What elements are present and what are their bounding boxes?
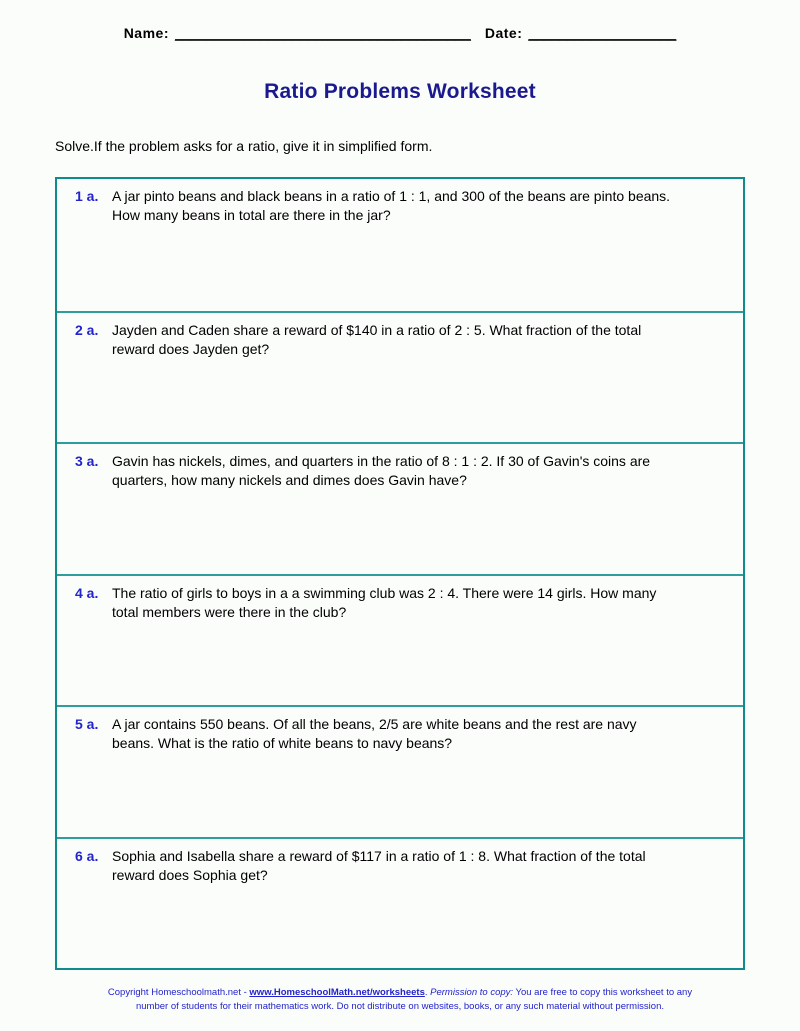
problem-number: 3 a. (75, 453, 99, 469)
name-blank-line: ______________________________________ (174, 25, 471, 41)
problem-row-1 (57, 179, 743, 311)
problem-text-line: A jar pinto beans and black beans in a ratio of 1 : 1, and 300 of the beans are pinto beans. (112, 188, 671, 204)
page-title: Ratio Problems Worksheet (264, 80, 536, 103)
problem-text-line: A jar contains 550 beans. Of all the beans, 2/5 are white beans and the rest are navy (112, 716, 637, 732)
problem-text (112, 715, 743, 753)
problem-text (112, 187, 743, 225)
problem-text-line: reward does Sophia get? (112, 866, 268, 883)
problem-text-line: total members were there in the club? (112, 603, 347, 620)
problem-text-line: The ratio of girls to boys in a a swimming club was 2 : 4. There were 14 girls. How many (112, 584, 657, 601)
problem-row-6 (57, 837, 743, 969)
problem-text-line: Gavin has nickels, dimes, and quarters in the ratio of 8 : 1 : 2. If 30 of Gavin's coins are (112, 453, 651, 469)
date-blank-line: ___________________ (528, 25, 677, 41)
instruction-text: Solve.If the problem asks for a ratio, give it in simplified form. (55, 138, 433, 154)
footer (0, 986, 800, 1014)
problem-text-line: Sophia and Isabella share a reward of $117 in a ratio of 1 : 8. What fraction of the total (112, 847, 646, 864)
name-label: Name: (123, 25, 169, 41)
footer-permission-text: You are free to copy this worksheet to any (515, 987, 693, 998)
footer-copyright-text: Copyright Homeschoolmath.net - (107, 987, 247, 998)
footer-permission-label: Permission to copy: (430, 987, 514, 998)
problem-number: 2 a. (75, 321, 99, 338)
problem-text (112, 321, 743, 359)
problem-text (112, 847, 743, 885)
problem-number: 4 a. (75, 584, 99, 601)
date-label: Date: (484, 25, 523, 41)
problem-row-3 (57, 442, 743, 574)
footer-line-1 (0, 986, 800, 1000)
problem-text-line: reward does Jayden get? (112, 340, 270, 357)
problem-row-5 (57, 705, 743, 837)
problem-text (112, 452, 743, 490)
name-date-row (0, 25, 800, 41)
problem-text-line: How many beans in total are there in the jar? (112, 207, 391, 223)
footer-period: . (424, 987, 428, 998)
footer-worksheets-link[interactable]: www.HomeschoolMath.net/worksheets (249, 987, 425, 998)
footer-line-2: number of students for their mathematics work. Do not distribute on websites, books, or any such material without permission. (135, 1001, 664, 1012)
problem-text-line: beans. What is the ratio of white beans to navy beans? (112, 735, 453, 751)
problem-number: 6 a. (75, 847, 99, 864)
problem-text-line: Jayden and Caden share a reward of $140 in a ratio of 2 : 5. What fraction of the total (112, 321, 642, 338)
problems-table (55, 177, 745, 970)
problem-row-2 (57, 311, 743, 443)
problem-row-4 (57, 574, 743, 706)
problem-text-line: quarters, how many nickels and dimes does Gavin have? (112, 472, 467, 488)
problem-text (112, 584, 743, 622)
problem-number: 1 a. (75, 188, 99, 204)
problem-number: 5 a. (75, 716, 99, 732)
